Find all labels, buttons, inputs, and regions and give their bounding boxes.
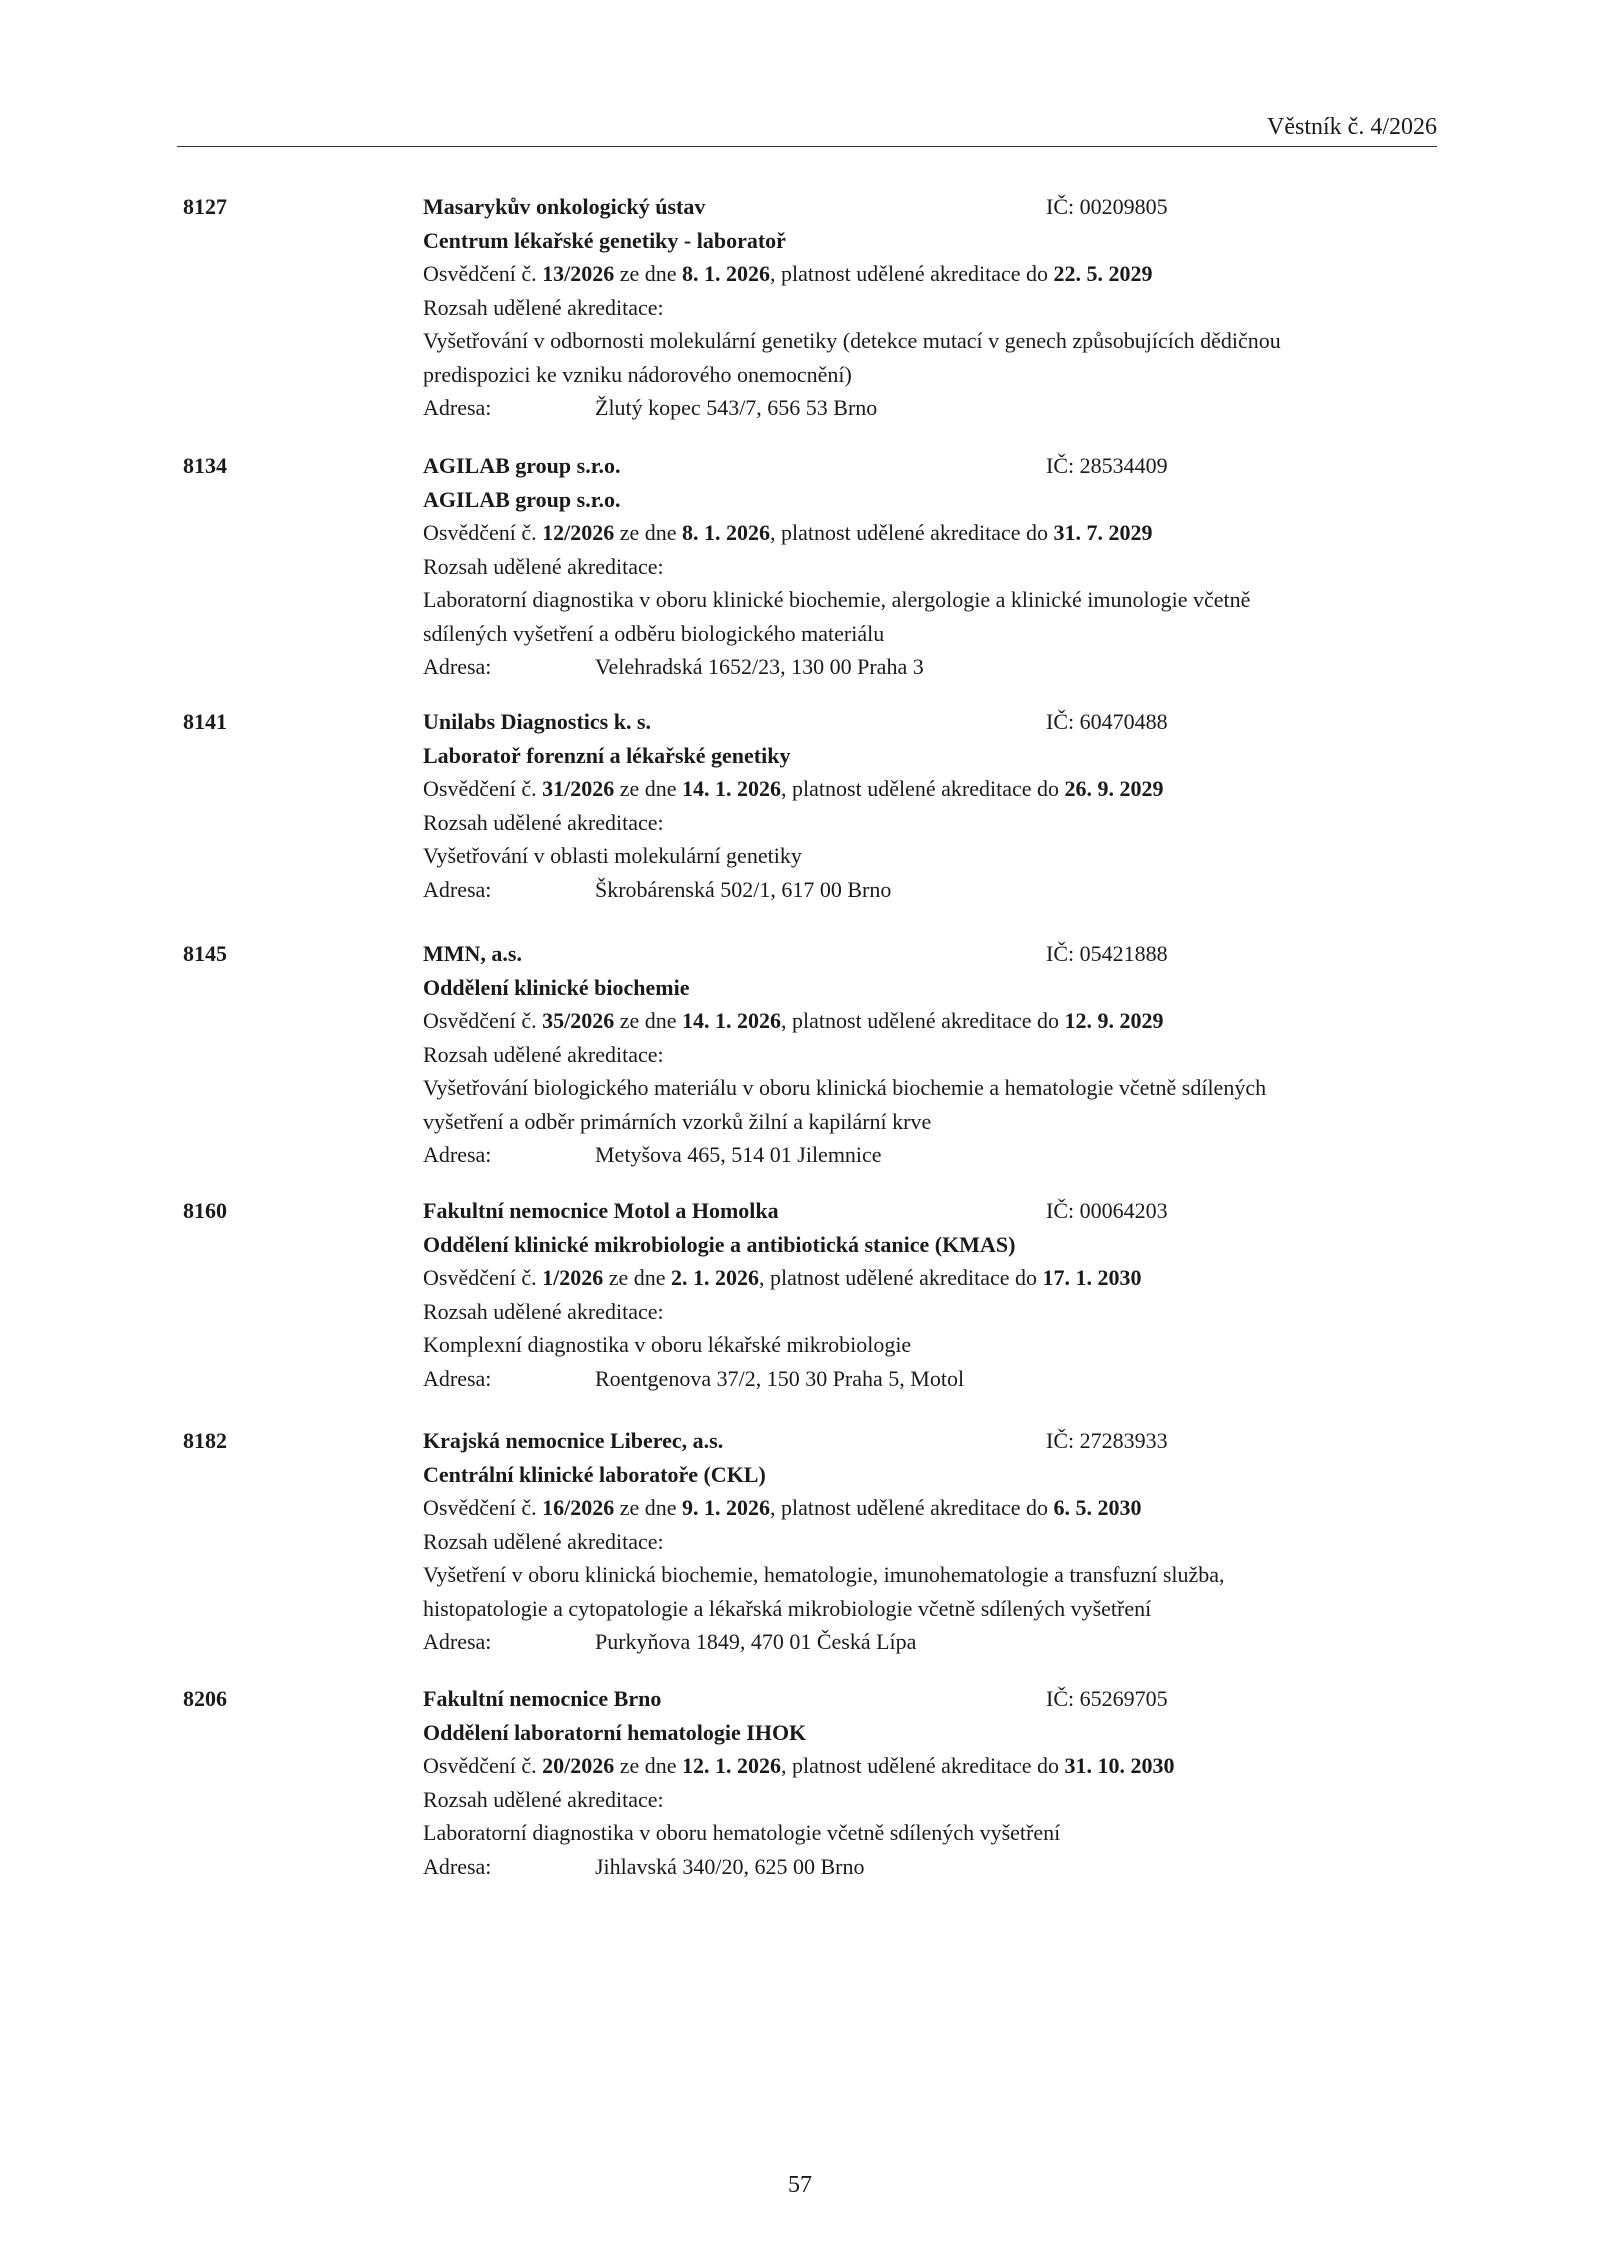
valid-prefix: , platnost udělené akreditace do <box>781 1753 1065 1778</box>
department-name: Oddělení klinické mikrobiologie a antibiotická stanice (KMAS) <box>423 1231 1016 1257</box>
valid-prefix: , platnost udělené akreditace do <box>770 1495 1054 1520</box>
ic-field <box>1046 453 1168 479</box>
org-name: Masarykův onkologický ústav <box>423 194 706 219</box>
scope-text: sdílených vyšetření a odběru biologického materiálu <box>423 620 885 646</box>
entry-body <box>423 709 1443 910</box>
date-prefix: ze dne <box>614 520 683 545</box>
entry-body <box>423 453 1443 688</box>
certificate-line <box>423 1008 1443 1042</box>
org-line <box>423 941 1443 975</box>
cert-date: 8. 1. 2026 <box>682 520 771 545</box>
address-line <box>423 395 1443 429</box>
entry-body <box>423 1428 1443 1663</box>
date-prefix: ze dne <box>614 1495 683 1520</box>
scope-text: Vyšetřování v oblasti molekulární genetiky <box>423 843 802 868</box>
address-value: Jihlavská 340/20, 625 00 Brno <box>595 1853 865 1879</box>
address-value: Roentgenova 37/2, 150 30 Praha 5, Motol <box>595 1365 965 1391</box>
cert-date: 2. 1. 2026 <box>671 1265 760 1290</box>
ic-label: IČ: <box>1046 1198 1080 1223</box>
cert-number: 20/2026 <box>542 1753 615 1778</box>
address-line <box>423 1366 1443 1400</box>
cert-date: 14. 1. 2026 <box>682 1008 782 1033</box>
entry-body <box>423 941 1443 1176</box>
scope-text: Vyšetření v oboru klinická biochemie, hematologie, imunohematologie a transfuzní služba, <box>423 1562 1225 1587</box>
scope-text: Komplexní diagnostika v oboru lékařské mikrobiologie <box>423 1332 912 1357</box>
org-name: Fakultní nemocnice Motol a Homolka <box>423 1198 779 1223</box>
ic-value: 27283933 <box>1079 1428 1168 1453</box>
ic-field <box>1046 1198 1168 1224</box>
ic-field <box>1046 1428 1168 1454</box>
entry-number: 8145 <box>183 941 227 966</box>
org-name: Fakultní nemocnice Brno <box>423 1686 662 1711</box>
cert-prefix: Osvědčení č. <box>423 261 543 286</box>
department-name: Oddělení laboratorní hematologie IHOK <box>423 1719 807 1745</box>
address-label: Adresa: <box>423 1142 492 1167</box>
org-line <box>423 709 1443 743</box>
valid-until: 17. 1. 2030 <box>1042 1265 1142 1290</box>
cert-date: 9. 1. 2026 <box>682 1495 771 1520</box>
address-value: Purkyňova 1849, 470 01 Česká Lípa <box>595 1629 917 1654</box>
scope-label: Rozsah udělené akreditace: <box>423 1528 664 1554</box>
entry-number: 8206 <box>183 1686 227 1711</box>
scope-label: Rozsah udělené akreditace: <box>423 553 664 579</box>
entry-body <box>423 1686 1443 1887</box>
entry-number: 8141 <box>183 709 227 734</box>
cert-prefix: Osvědčení č. <box>423 776 543 801</box>
ic-label: IČ: <box>1046 709 1080 734</box>
address-label: Adresa: <box>423 1853 492 1879</box>
cert-number: 16/2026 <box>542 1495 615 1520</box>
address-line <box>423 877 1443 911</box>
cert-prefix: Osvědčení č. <box>423 520 543 545</box>
address-value: Velehradská 1652/23, 130 00 Praha 3 <box>595 654 924 679</box>
cert-number: 12/2026 <box>542 520 615 545</box>
ic-label: IČ: <box>1046 1686 1080 1711</box>
address-label: Adresa: <box>423 876 492 902</box>
address-label: Adresa: <box>423 1629 492 1654</box>
scope-text: Vyšetřování v odbornosti molekulární genetiky (detekce mutací v genech způsobujících dědičnou <box>423 328 1281 353</box>
valid-until: 31. 7. 2029 <box>1053 520 1153 545</box>
scope-text: histopatologie a cytopatologie a lékařská mikrobiologie včetně sdílených vyšetření <box>423 1595 1152 1621</box>
address-value: Metyšova 465, 514 01 Jilemnice <box>595 1142 882 1167</box>
address-label: Adresa: <box>423 654 492 679</box>
scope-text: Laboratorní diagnostika v oboru klinické biochemie, alergologie a klinické imunologie včetně <box>423 587 1251 612</box>
cert-prefix: Osvědčení č. <box>423 1008 543 1033</box>
cert-number: 13/2026 <box>542 261 615 286</box>
cert-date: 12. 1. 2026 <box>682 1753 782 1778</box>
date-prefix: ze dne <box>614 776 683 801</box>
department-name: Centrum lékařské genetiky - laboratoř <box>423 227 786 253</box>
valid-until: 12. 9. 2029 <box>1064 1008 1164 1033</box>
org-line <box>423 194 1443 228</box>
department-name: Oddělení klinické biochemie <box>423 974 690 1000</box>
entry-body <box>423 194 1443 429</box>
valid-prefix: , platnost udělené akreditace do <box>770 261 1054 286</box>
entry-body <box>423 1198 1443 1399</box>
certificate-line <box>423 1753 1443 1787</box>
org-line <box>423 1428 1443 1462</box>
address-line <box>423 654 1443 688</box>
cert-number: 1/2026 <box>542 1265 604 1290</box>
department-name: Laboratoř forenzní a lékařské genetiky <box>423 742 791 768</box>
org-name: AGILAB group s.r.o. <box>423 453 621 478</box>
address-line <box>423 1854 1443 1888</box>
date-prefix: ze dne <box>603 1265 672 1290</box>
date-prefix: ze dne <box>614 1008 683 1033</box>
address-line <box>423 1629 1443 1663</box>
ic-field <box>1046 1686 1168 1712</box>
cert-date: 14. 1. 2026 <box>682 776 782 801</box>
scope-text: Vyšetřování biologického materiálu v oboru klinická biochemie a hematologie včetně sdílených <box>423 1075 1267 1100</box>
ic-label: IČ: <box>1046 1428 1080 1453</box>
header-rule <box>177 146 1437 147</box>
org-line <box>423 453 1443 487</box>
scope-label: Rozsah udělené akreditace: <box>423 809 664 835</box>
certificate-line <box>423 1265 1443 1299</box>
address-label: Adresa: <box>423 1365 492 1391</box>
entry-number: 8127 <box>183 194 227 219</box>
cert-prefix: Osvědčení č. <box>423 1753 543 1778</box>
ic-label: IČ: <box>1046 941 1080 966</box>
org-name: Unilabs Diagnostics k. s. <box>423 709 652 734</box>
org-name: MMN, a.s. <box>423 941 522 966</box>
ic-value: 28534409 <box>1079 453 1168 478</box>
entry-number: 8134 <box>183 453 227 478</box>
department-name: AGILAB group s.r.o. <box>423 486 621 512</box>
org-name: Krajská nemocnice Liberec, a.s. <box>423 1428 724 1453</box>
scope-label: Rozsah udělené akreditace: <box>423 1786 664 1812</box>
valid-until: 26. 9. 2029 <box>1064 776 1164 801</box>
date-prefix: ze dne <box>614 261 683 286</box>
valid-prefix: , platnost udělené akreditace do <box>770 520 1054 545</box>
address-label: Adresa: <box>423 395 492 420</box>
ic-value: 00209805 <box>1079 194 1168 219</box>
valid-until: 6. 5. 2030 <box>1053 1495 1142 1520</box>
scope-text: predispozici ke vzniku nádorového onemocnění) <box>423 361 852 387</box>
address-value: Žlutý kopec 543/7, 656 53 Brno <box>595 395 878 420</box>
ic-label: IČ: <box>1046 194 1080 219</box>
ic-field <box>1046 941 1168 967</box>
certificate-line <box>423 520 1443 554</box>
date-prefix: ze dne <box>614 1753 683 1778</box>
department-name: Centrální klinické laboratoře (CKL) <box>423 1461 766 1487</box>
scope-label: Rozsah udělené akreditace: <box>423 1298 664 1324</box>
certificate-line <box>423 776 1443 810</box>
valid-until: 22. 5. 2029 <box>1053 261 1153 286</box>
valid-prefix: , platnost udělené akreditace do <box>781 1008 1065 1033</box>
ic-value: 60470488 <box>1079 709 1168 734</box>
cert-number: 35/2026 <box>542 1008 615 1033</box>
publication-header: Věstník č. 4/2026 <box>1267 114 1437 140</box>
scope-text: vyšetření a odběr primárních vzorků žilní a kapilární krve <box>423 1108 932 1134</box>
cert-date: 8. 1. 2026 <box>682 261 771 286</box>
ic-label: IČ: <box>1046 453 1080 478</box>
ic-value: 05421888 <box>1079 941 1168 966</box>
scope-label: Rozsah udělené akreditace: <box>423 1041 664 1067</box>
ic-field <box>1046 194 1168 220</box>
scope-text: Laboratorní diagnostika v oboru hematologie včetně sdílených vyšetření <box>423 1820 1061 1845</box>
scope-label: Rozsah udělené akreditace: <box>423 294 664 320</box>
valid-prefix: , platnost udělené akreditace do <box>781 776 1065 801</box>
cert-prefix: Osvědčení č. <box>423 1265 543 1290</box>
page-number: 57 <box>788 2172 812 2198</box>
cert-number: 31/2026 <box>542 776 615 801</box>
certificate-line <box>423 1495 1443 1529</box>
ic-field <box>1046 709 1168 735</box>
valid-until: 31. 10. 2030 <box>1064 1753 1175 1778</box>
ic-value: 00064203 <box>1079 1198 1168 1223</box>
entry-number: 8182 <box>183 1428 227 1453</box>
certificate-line <box>423 261 1443 295</box>
address-value: Škrobárenská 502/1, 617 00 Brno <box>595 876 892 902</box>
entry-number: 8160 <box>183 1198 227 1223</box>
org-line <box>423 1686 1443 1720</box>
address-line <box>423 1142 1443 1176</box>
valid-prefix: , platnost udělené akreditace do <box>759 1265 1043 1290</box>
org-line <box>423 1198 1443 1232</box>
cert-prefix: Osvědčení č. <box>423 1495 543 1520</box>
ic-value: 65269705 <box>1079 1686 1168 1711</box>
